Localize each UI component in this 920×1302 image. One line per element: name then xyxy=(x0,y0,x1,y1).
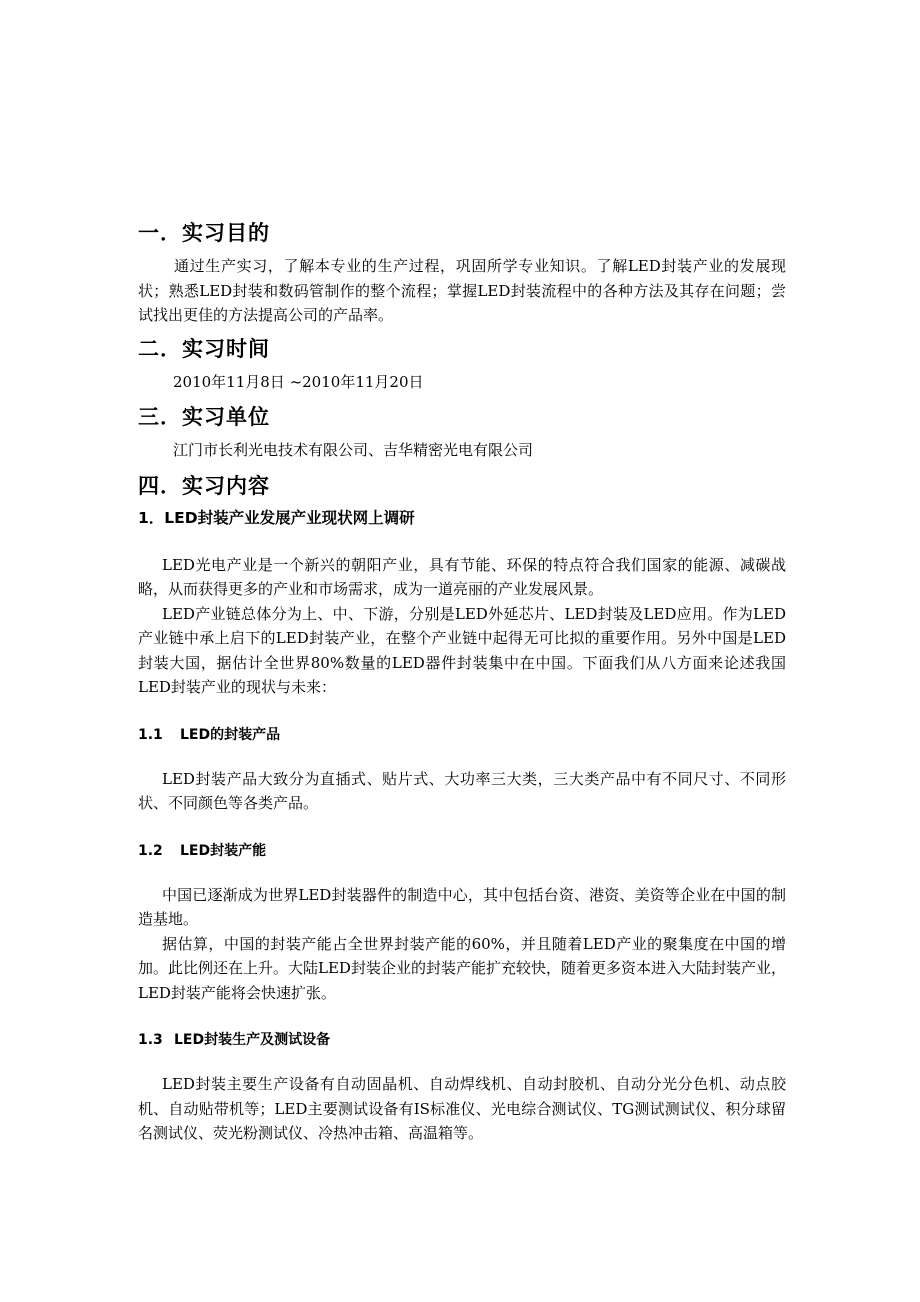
subsection-number: 1.2 xyxy=(138,842,163,859)
s12-para-2: 据估算，中国的封装产能占全世界封装产能的60%，并且随着LED产业的聚集度在中国的增加。此比例还在上升。大陆LED封装企业的封装产能扩充较快，随着更多资本进入大陆封装产业，LED封装产能将会快速扩张。 xyxy=(138,934,786,1002)
s12-para-1: 中国已逐渐成为世界LED封装器件的制造中心，其中包括台资、港资、美资等企业在中国的制造基地。 xyxy=(138,885,786,928)
section-title-purpose: 一．实习目的 xyxy=(138,221,270,245)
subsection-title-1-2 xyxy=(138,841,786,861)
subsection-number: 1.3 xyxy=(138,1032,163,1048)
subsection-title-1: 1．LED封装产业发展产业现状网上调研 xyxy=(138,508,415,527)
document-page xyxy=(138,218,786,1146)
section-title-time: 二．实习时间 xyxy=(138,336,270,361)
subsection-title-1-3 xyxy=(138,1030,786,1050)
subsection-number: 1.1 xyxy=(138,726,163,743)
s11-para: LED封装产品大致分为直插式、贴片式、大功率三大类，三大类产品中有不同尺寸、不同形状、不同颜色等各类产品。 xyxy=(138,769,786,812)
unit-body: 江门市长利光电技术有限公司、吉华精密光电有限公司 xyxy=(173,441,534,459)
time-body: 2010年11月8日 ~2010年11月20日 xyxy=(173,372,424,391)
sub1-para-1: LED光电产业是一个新兴的朝阳产业，具有节能、环保的特点符合我们国家的能源、减碳战略，从而获得更多的产业和市场需求，成为一道亮丽的产业发展风景。 xyxy=(138,555,786,598)
s13-para: LED封装主要生产设备有自动固晶机、自动焊线机、自动封胶机、自动分光分色机、动点胶机、自动贴带机等；LED主要测试设备有IS标准仪、光电综合测试仪、TG测试测试仪、积分球留名测试仪、荧光粉测试仪、冷热冲击箱、高温箱等。 xyxy=(138,1075,786,1142)
section-title-content: 四．实习内容 xyxy=(138,473,270,498)
subsection-label: LED封装产能 xyxy=(180,842,267,859)
subsection-title-1-1 xyxy=(138,725,786,745)
section-title-unit: 三．实习单位 xyxy=(138,405,270,429)
purpose-body: 通过生产实习，了解本专业的生产过程，巩固所学专业知识。了解LED封装产业的发展现状；熟悉LED封装和数码管制作的整个流程；掌握LED封装流程中的各种方法及其存在问题；尝试找出更佳的方法提高公司的产品率。 xyxy=(138,257,786,324)
sub1-para-2: LED产业链总体分为上、中、下游，分别是LED外延芯片、LED封装及LED应用。作为LED产业链中承上启下的LED封装产业，在整个产业链中起得无可比拟的重要作用。另外中国是LED封装大国，据估计全世界80%数量的LED器件封装集中在中国。下面我们从八方面来论述我国LED封装产业的现状与未来： xyxy=(138,604,786,696)
subsection-label: LED封装生产及测试设备 xyxy=(174,1032,331,1048)
subsection-label: LED的封装产品 xyxy=(180,726,281,743)
